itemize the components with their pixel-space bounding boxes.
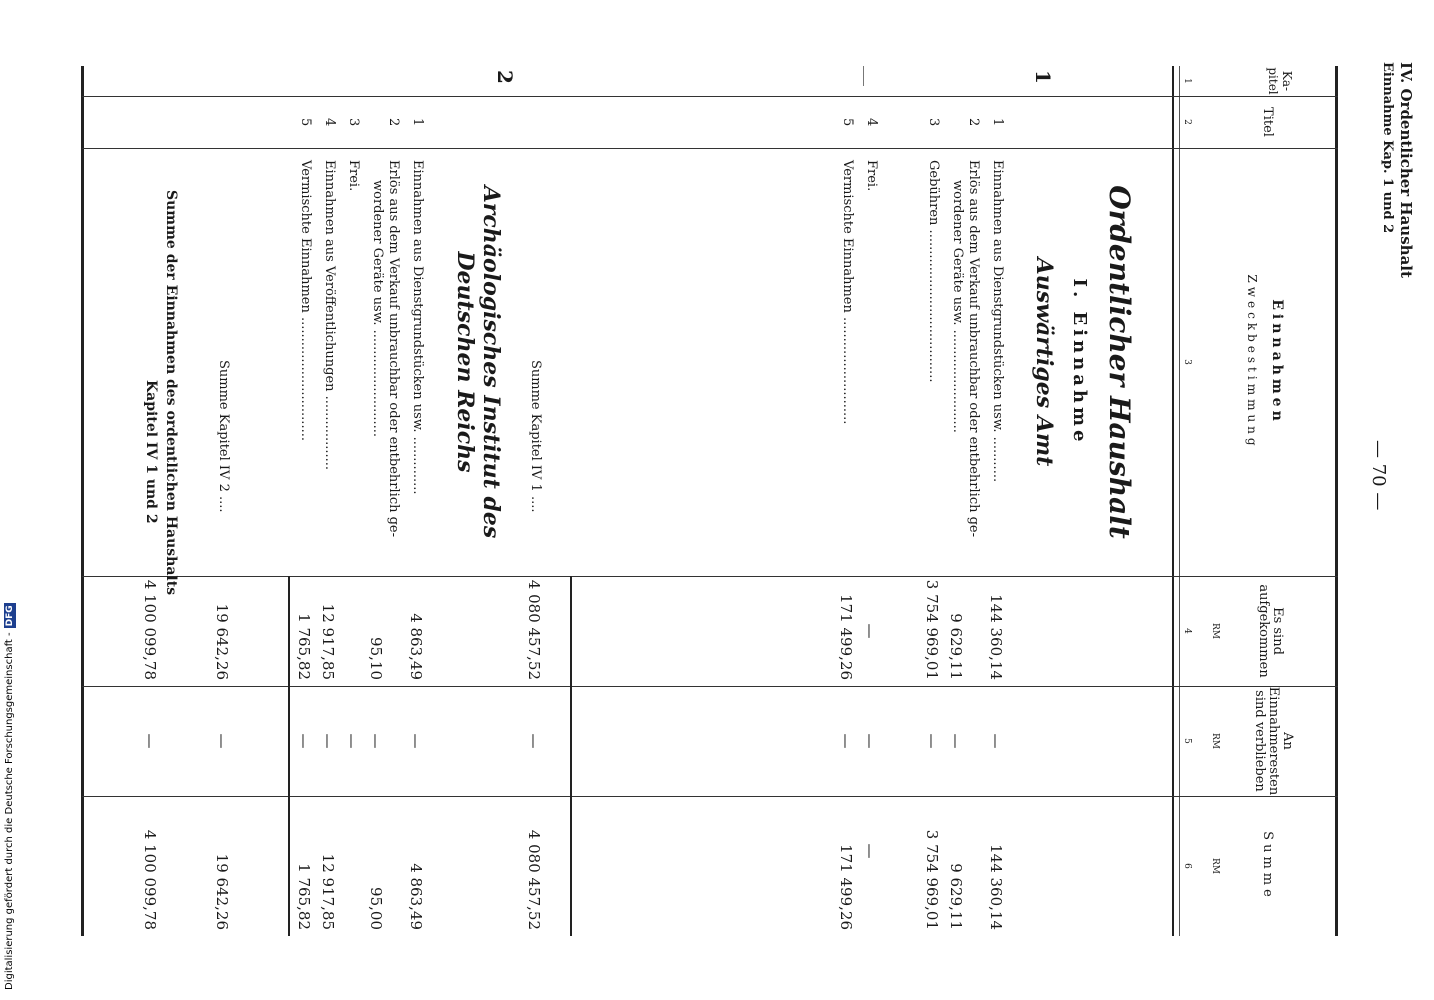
chapter-2-heading: Archäologisches Institut des Deutschen Reichs — [452, 185, 504, 539]
col-header-einnahmen: Einnahmen — [1269, 299, 1285, 425]
chapter-2-number: 2 — [493, 70, 517, 84]
ch1-row4-reste: — — [861, 733, 879, 749]
ch2-row4-reste: — — [319, 733, 337, 749]
ch2-row3-reste: — — [343, 733, 361, 749]
col-header-reste: An Einnahmeresten sind verblieben — [1252, 686, 1295, 796]
ch1-row3-text: Gebühren ..................................... — [926, 160, 941, 383]
col-unit-5: RM — [1210, 733, 1220, 749]
ch1-row4-aufgekommen: — — [861, 623, 879, 639]
footer-text: Digitalisierung gefördert durch die Deutsche Forschungsgemeinschaft - — [4, 632, 15, 990]
col-divider-aufgekommen — [82, 686, 1338, 687]
grand-total-aufgekommen: 4 100 099,78 — [141, 579, 159, 680]
ch1-sum-aufgekommen: 4 080 457,52 — [525, 579, 543, 680]
page-header-title: IV. Ordentlicher Haushalt — [1397, 62, 1415, 278]
ch1-row1-summe: 144 360,14 — [987, 844, 1005, 930]
section-title: Ordentlicher Haushalt — [1103, 185, 1136, 539]
ch2-row1-summe: 4 863,49 — [407, 863, 425, 930]
chapter-separator-rule — [863, 66, 864, 86]
ch2-row5-summe: 1 765,82 — [295, 863, 313, 930]
page-number: — 70 — — [1368, 440, 1389, 511]
ch1-row5-summe: 171 499,26 — [837, 844, 855, 930]
ch1-row3-aufgekommen: 3 754 969,01 — [923, 579, 941, 680]
col-number-6: 6 — [1182, 863, 1192, 869]
ch2-row4-text: Einnahmen aus Veröffentlichungen .................. — [322, 160, 337, 471]
col-unit-6: RM — [1210, 858, 1220, 874]
ch1-row3-reste: — — [923, 733, 941, 749]
ch1-row2-summe: 9 629,11 — [947, 863, 965, 930]
ch1-row2-text-cont: wordener Geräte usw. ......................... — [950, 180, 965, 433]
ch2-row4-aufgekommen: 12 917,85 — [319, 603, 337, 680]
ch2-row2-aufgekommen: 95,10 — [367, 637, 385, 680]
page-header-subtitle: Einnahme Kap. 1 und 2 — [1380, 62, 1395, 234]
grand-total-reste: — — [141, 733, 159, 749]
col-number-4: 4 — [1182, 628, 1192, 634]
ch1-row4-titel: 4 — [864, 118, 879, 127]
col-divider-reste — [82, 796, 1338, 797]
col-unit-4: RM — [1210, 623, 1220, 639]
ch1-row2-aufgekommen: 9 629,11 — [947, 613, 965, 680]
col-divider-text — [82, 576, 1338, 577]
ch1-sum-summe: 4 080 457,52 — [525, 829, 543, 930]
ch2-row2-reste: — — [367, 733, 385, 749]
ch1-row5-reste: — — [837, 733, 855, 749]
ch2-row3-text: Frei. — [346, 160, 361, 192]
ch2-row5-aufgekommen: 1 765,82 — [295, 613, 313, 680]
ch1-row4-summe: — — [861, 843, 879, 859]
ch2-row1-aufgekommen: 4 863,49 — [407, 613, 425, 680]
ch2-row2-text: Erlös aus dem Verkauf unbrauchbar oder entbehrlich ge- — [386, 160, 401, 538]
dfg-logo: DFG — [5, 605, 15, 627]
ch1-sum-label: Summe Kapitel IV 1 .... — [528, 360, 543, 513]
table-bottom-rule — [81, 66, 84, 936]
ch1-row5-titel: 5 — [840, 118, 855, 127]
digitization-footer — [0, 0, 20, 1000]
chapter-1-number: 1 — [1031, 70, 1055, 84]
col-number-3: 3 — [1182, 359, 1192, 365]
col-header-kapitel: Ka- pitel — [1266, 67, 1294, 95]
col-header-zweckbestimmung: Zweckbestimmung — [1245, 274, 1259, 450]
ch2-row5-reste: — — [295, 733, 313, 749]
grand-total-label-line2: Kapitel IV 1 und 2 — [143, 380, 159, 524]
ch2-sum-summe: 19 642,26 — [213, 853, 231, 930]
ch1-row1-reste: — — [987, 733, 1005, 749]
ch2-row4-titel: 4 — [322, 118, 337, 127]
grand-total-summe: 4 100 099,78 — [141, 829, 159, 930]
ch1-row1-titel: 1 — [990, 118, 1005, 127]
ch1-row2-reste: — — [947, 733, 965, 749]
col-number-5: 5 — [1182, 738, 1192, 744]
section-subtitle: I. Einnahme — [1069, 278, 1090, 446]
ch1-row3-summe: 3 754 969,01 — [923, 829, 941, 930]
ch2-row1-text: Einnahmen aus Dienstgrundstücken usw. .............. — [410, 160, 425, 495]
col-header-summe: Summe — [1260, 831, 1275, 901]
chapter-1-heading: Auswärtiges Amt — [1031, 257, 1057, 467]
chapter-2-sum-rule — [288, 576, 290, 936]
table-header-rule — [1172, 66, 1174, 936]
ch2-row1-reste: — — [407, 733, 425, 749]
col-number-2: 2 — [1182, 119, 1192, 125]
chapter-1-sum-rule — [570, 576, 572, 936]
ch1-row2-text: Erlös aus dem Verkauf unbrauchbar oder entbehrlich ge- — [966, 160, 981, 538]
col-divider-kapitel — [82, 96, 1338, 97]
ch2-row5-text: Vermischte Einnahmen .............................. — [298, 160, 313, 441]
ch2-sum-label: Summe Kapitel IV 2 .... — [216, 360, 231, 513]
ch1-row3-titel: 3 — [926, 118, 941, 127]
ch1-row1-aufgekommen: 144 360,14 — [987, 594, 1005, 680]
ch2-row1-titel: 1 — [410, 118, 425, 127]
ch1-row5-text: Vermischte Einnahmen .......................... — [840, 160, 855, 425]
ch1-row5-aufgekommen: 171 499,26 — [837, 594, 855, 680]
table-top-rule — [1335, 66, 1338, 936]
ch1-row1-text: Einnahmen aus Dienstgrundstücken usw. ........... — [990, 160, 1005, 483]
ch1-sum-reste: — — [525, 733, 543, 749]
ch2-row2-text-cont: wordener Geräte usw. .......................... — [370, 180, 385, 438]
ch2-sum-reste: — — [213, 733, 231, 749]
col-divider-titel — [82, 148, 1338, 149]
ch2-row4-summe: 12 917,85 — [319, 853, 337, 930]
grand-total-label-line1: Summe der Einnahmen des ordentlichen Haushalts — [163, 190, 179, 596]
col-header-titel: Titel — [1260, 107, 1275, 137]
ch2-row5-titel: 5 — [298, 118, 313, 127]
col-header-aufgekommen: Es sind aufgekommen — [1256, 584, 1285, 678]
ch1-row2-titel: 2 — [966, 118, 981, 127]
col-number-1: 1 — [1182, 78, 1192, 84]
ch2-row2-summe: 95,00 — [367, 887, 385, 930]
ch2-row2-titel: 2 — [386, 118, 401, 127]
ch2-row3-titel: 3 — [346, 118, 361, 127]
ch1-row4-text: Frei. — [864, 160, 879, 192]
ch2-sum-aufgekommen: 19 642,26 — [213, 603, 231, 680]
